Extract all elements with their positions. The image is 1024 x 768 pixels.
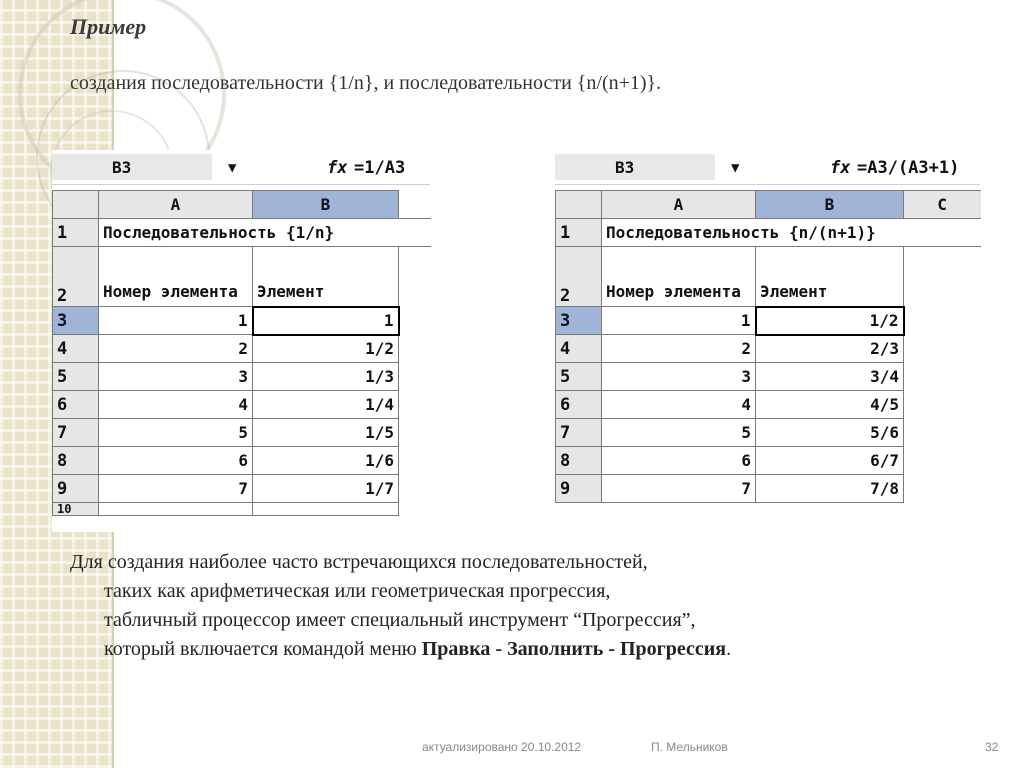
body-line: таких как арифметическая или геометрическая прогрессия, <box>104 580 611 602</box>
selected-cell[interactable]: 1 <box>253 307 399 335</box>
body-line: табличный процессор имеет специальный инструмент “Прогрессия”, <box>104 609 696 631</box>
index-cell[interactable]: 7 <box>99 475 253 503</box>
corner-cell[interactable] <box>556 191 602 219</box>
value-cell[interactable]: 1/3 <box>253 363 399 391</box>
index-cell[interactable]: 7 <box>602 475 756 503</box>
row-header[interactable]: 9 <box>53 475 99 503</box>
formula-text[interactable]: =1/A3 <box>354 158 406 178</box>
name-box-dropdown-icon[interactable]: ▼ <box>731 160 740 176</box>
name-box[interactable]: B3 <box>555 154 715 180</box>
column-header-b[interactable]: B <box>253 191 399 219</box>
selected-cell[interactable]: 1/2 <box>756 307 904 335</box>
row-header[interactable]: 5 <box>53 363 99 391</box>
sequence-title-cell[interactable]: Последовательность {1/n} <box>99 219 431 247</box>
index-cell[interactable]: 4 <box>99 391 253 419</box>
body-text: который включается командой меню <box>104 638 417 660</box>
index-cell[interactable]: 1 <box>99 307 253 335</box>
sheet-grid <box>555 190 981 503</box>
name-box-dropdown-icon[interactable]: ▼ <box>228 160 237 176</box>
column-header-a[interactable]: A <box>602 191 756 219</box>
value-cell[interactable]: 3/4 <box>756 363 904 391</box>
row-header[interactable]: 10 <box>53 503 99 516</box>
row-header[interactable]: 8 <box>556 447 602 475</box>
index-cell[interactable]: 4 <box>602 391 756 419</box>
row-header[interactable]: 5 <box>556 363 602 391</box>
row-header[interactable]: 7 <box>53 419 99 447</box>
sequence-title-cell[interactable]: Последовательность {n/(n+1)} <box>602 219 981 247</box>
fx-icon[interactable]: fx <box>327 158 348 178</box>
value-cell[interactable]: 1/4 <box>253 391 399 419</box>
footer-updated: актуализировано 20.10.2012 <box>422 740 582 754</box>
spreadsheet-2 <box>555 150 980 516</box>
index-cell[interactable]: 6 <box>99 447 253 475</box>
row-header[interactable]: 6 <box>53 391 99 419</box>
row-header[interactable]: 3 <box>556 307 602 335</box>
header-cell-number[interactable]: Номер элемента <box>99 247 253 307</box>
header-cell-element[interactable]: Элемент <box>253 247 399 307</box>
name-box[interactable]: B3 <box>52 154 212 180</box>
corner-cell[interactable] <box>53 191 99 219</box>
index-cell[interactable]: 1 <box>602 307 756 335</box>
index-cell[interactable]: 3 <box>602 363 756 391</box>
row-header[interactable]: 3 <box>53 307 99 335</box>
row-header[interactable]: 8 <box>53 447 99 475</box>
menu-command: Правка - Заполнить - Прогрессия <box>421 638 727 660</box>
footer-author: П. Мельников <box>651 740 728 754</box>
header-cell-number[interactable]: Номер элемента <box>602 247 756 307</box>
body-line: Для создания наиболее часто встречающихся последовательностей, <box>70 551 648 573</box>
row-header-1[interactable]: 1 <box>53 219 99 247</box>
value-cell[interactable]: 5/6 <box>756 419 904 447</box>
index-cell[interactable]: 6 <box>602 447 756 475</box>
index-cell[interactable]: 2 <box>99 335 253 363</box>
value-cell[interactable]: 2/3 <box>756 335 904 363</box>
slide-title: Пример <box>70 14 147 39</box>
row-header[interactable]: 6 <box>556 391 602 419</box>
value-cell[interactable]: 1/7 <box>253 475 399 503</box>
row-header[interactable]: 4 <box>53 335 99 363</box>
index-cell[interactable]: 5 <box>99 419 253 447</box>
value-cell[interactable]: 1/6 <box>253 447 399 475</box>
header-cell-element[interactable]: Элемент <box>756 247 904 307</box>
index-cell[interactable]: 3 <box>99 363 253 391</box>
row-header-2[interactable]: 2 <box>556 247 602 307</box>
body-end: . <box>726 638 732 660</box>
body-line-with-command <box>70 635 970 664</box>
row-header-2[interactable]: 2 <box>53 247 99 307</box>
value-cell[interactable]: 6/7 <box>756 447 904 475</box>
value-cell[interactable]: 4/5 <box>756 391 904 419</box>
index-cell[interactable]: 5 <box>602 419 756 447</box>
value-cell[interactable]: 1/2 <box>253 335 399 363</box>
slide-subtitle: создания последовательности {1/n}, и последовательности {n/(n+1)}. <box>70 72 662 94</box>
value-cell[interactable]: 1/5 <box>253 419 399 447</box>
formula-bar <box>555 150 980 185</box>
formula-text[interactable]: =A3/(A3+1) <box>857 158 960 178</box>
spreadsheet-1 <box>52 150 430 532</box>
sheet-grid <box>52 190 431 516</box>
row-header[interactable]: 9 <box>556 475 602 503</box>
column-header-a[interactable]: A <box>99 191 253 219</box>
index-cell[interactable]: 2 <box>602 335 756 363</box>
footer-page-number: 32 <box>985 740 999 754</box>
formula-bar <box>52 150 430 185</box>
row-header[interactable]: 4 <box>556 335 602 363</box>
row-header[interactable]: 7 <box>556 419 602 447</box>
value-cell[interactable]: 7/8 <box>756 475 904 503</box>
column-header-c[interactable]: C <box>904 191 981 219</box>
fx-icon[interactable]: fx <box>830 158 851 178</box>
row-header-1[interactable]: 1 <box>556 219 602 247</box>
slide-body <box>70 548 970 664</box>
column-header-b[interactable]: B <box>756 191 904 219</box>
